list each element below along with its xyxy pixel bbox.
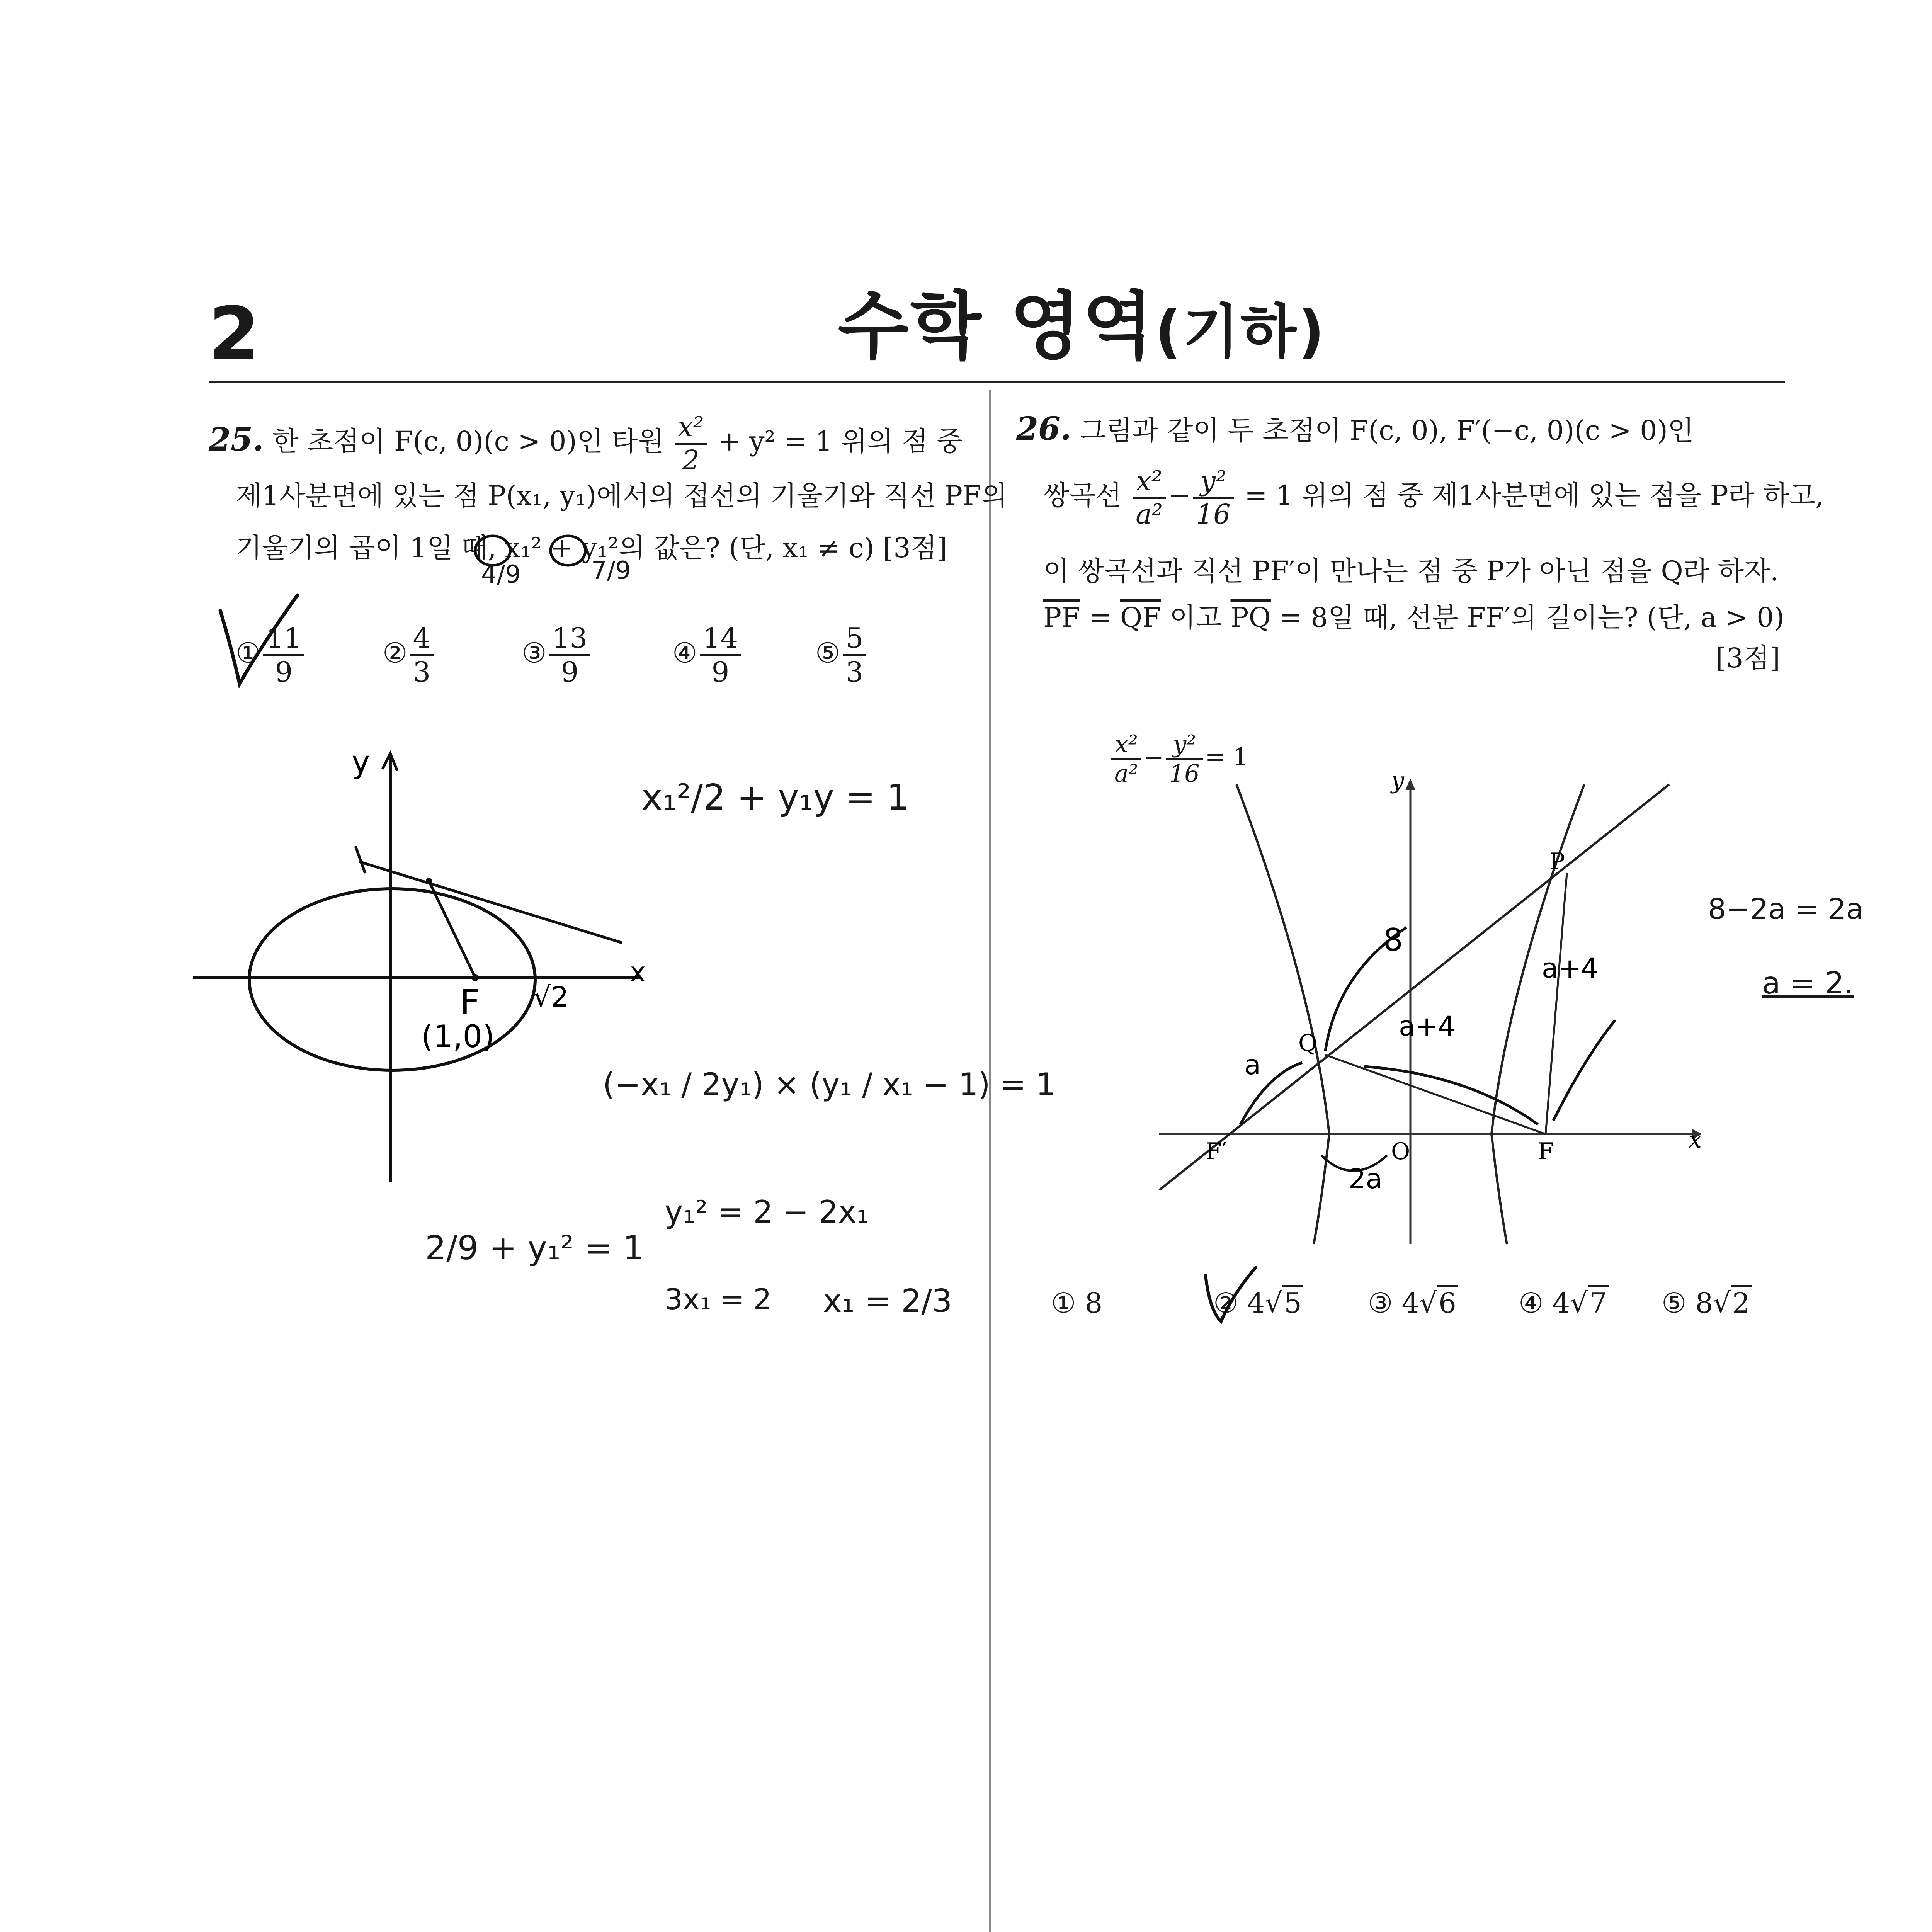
q25-label-focus-coord: (1,0)	[421, 1019, 495, 1054]
choice-den: 9	[275, 655, 293, 688]
q26-left-branch	[1236, 784, 1329, 1244]
q26-text-2a: 쌍곡선	[1043, 480, 1122, 511]
q26-hw-2a: 2a	[1349, 1163, 1383, 1195]
choice-mark: ①	[1051, 1287, 1076, 1319]
page-title	[638, 286, 1526, 367]
q26-end: = 8일 때, 선분 FF′의 길이는? (단, a > 0)	[1271, 602, 1784, 633]
q25-hw-eq3: 2/9 + y₁² = 1	[425, 1229, 644, 1267]
q25-hw-above1: 4/9	[481, 560, 521, 589]
choice-radicand: 6	[1437, 1285, 1458, 1319]
choice-text: 4	[1552, 1287, 1570, 1319]
q26-choice-1[interactable]	[1051, 1287, 1102, 1319]
q25-fraction	[675, 412, 707, 476]
q25-text-a: 한 초점이 F(c, 0)(c > 0)인 타원	[272, 425, 664, 457]
q26-line3: 이 쌍곡선과 직선 PF′이 만나는 점 중 P가 아닌 점을 Q라 하자.	[1043, 555, 1779, 587]
choice-mark: ⑤	[815, 636, 840, 669]
q26-hw-side2: a = 2.	[1762, 966, 1854, 1001]
q25-line2: 제1사분면에 있는 점 P(x₁, y₁)에서의 접선의 기울기와 직선 PF의	[236, 480, 1008, 512]
choice-text: 4	[1401, 1287, 1420, 1319]
q25-hw-eq1: x₁²/2 + y₁y = 1	[641, 777, 910, 818]
q26-hw-pq: 8	[1383, 922, 1403, 958]
q26-seg-pq: $\overline{PQ}$	[1230, 602, 1271, 633]
q25-label-x: x	[630, 956, 646, 988]
q26-label-p: P	[1549, 848, 1565, 875]
q26-hyperbola-figure	[1121, 757, 1777, 1267]
choice-text: 8	[1695, 1287, 1713, 1319]
q26-choice-2[interactable]: ② 4√5	[1213, 1287, 1303, 1319]
q26-mid: 이고	[1161, 602, 1231, 633]
q25-frac-num: x²	[675, 412, 707, 445]
q26-frac2-num: y²	[1193, 466, 1234, 499]
q26-hw-pf: a+4	[1542, 952, 1599, 984]
header-divider	[209, 381, 1785, 383]
q26-hw-a: a	[1244, 1049, 1261, 1081]
q26-choices	[1051, 1287, 1785, 1329]
q26-score: [3점]	[1716, 642, 1780, 674]
fig-eq-minus: −	[1143, 742, 1164, 771]
q25-checkmark-icon	[209, 587, 325, 696]
choice-den: 3	[413, 655, 431, 688]
column-divider	[989, 390, 991, 1932]
q25-choice-2[interactable]	[383, 622, 436, 688]
q25-choice-3[interactable]	[522, 622, 593, 688]
choice-num: 5	[843, 622, 867, 656]
title-main: 수학 영역	[838, 284, 1155, 369]
choice-num: 14	[700, 622, 742, 656]
q26-line-pf2	[1159, 784, 1669, 1190]
q26-frac1-num: x²	[1133, 466, 1166, 499]
choice-num: 13	[549, 622, 591, 656]
q25-label-y: y	[352, 744, 370, 780]
choice-mark: ④	[672, 636, 697, 669]
title-sub: (기하)	[1155, 298, 1326, 366]
fig-eq-den2: 16	[1169, 759, 1200, 788]
choice-mark: ③	[1368, 1287, 1393, 1319]
q25-line1	[209, 412, 963, 476]
page-number: 2	[209, 291, 260, 377]
choice-text: 4	[1247, 1287, 1265, 1319]
q26-right-branch	[1492, 784, 1584, 1244]
q26-segment-pf	[1546, 873, 1567, 1134]
q26-hw-side1: 8−2a = 2a	[1708, 893, 1864, 926]
choice-num: 11	[263, 622, 305, 656]
q25-number: 25.	[209, 421, 264, 458]
q25-hw-above2: 7/9	[591, 556, 631, 585]
q26-label-y: y	[1391, 767, 1404, 794]
q26-text-2b: = 1 위의 점 중 제1사분면에 있는 점을 P라 하고,	[1244, 480, 1824, 511]
choice-radicand: 5	[1282, 1285, 1303, 1319]
q26-label-q: Q	[1298, 1030, 1318, 1057]
q26-frac2-den: 16	[1196, 498, 1231, 530]
choice-den: 9	[711, 655, 730, 688]
q25-frac-den: 2	[682, 444, 700, 476]
choice-mark: ②	[1213, 1287, 1238, 1319]
q25-label-vertex: √2	[533, 981, 569, 1013]
q26-frac2	[1193, 466, 1234, 530]
q26-line1	[1016, 412, 1694, 446]
q25-hw-eq6: x₁ = 2/3	[823, 1283, 952, 1320]
q26-seg-pf: $\overline{PF}$	[1043, 602, 1080, 633]
q25-text-b: + y² = 1 위의 점 중	[718, 425, 963, 457]
choice-num: 4	[410, 622, 434, 656]
q26-line2	[1043, 466, 1824, 530]
q26-frac1-den: a²	[1136, 498, 1163, 530]
fig-eq-rhs: = 1	[1205, 742, 1248, 771]
q26-seg-qf: $\overline{QF}$	[1120, 602, 1161, 633]
fig-eq-num2: y²	[1166, 730, 1203, 760]
q25-hw-eq2-right: (y₁ / x₁ − 1) = 1	[809, 1066, 1056, 1102]
q25-choices	[236, 622, 931, 699]
fig-eq-den1: a²	[1114, 759, 1138, 788]
q26-text-1: 그림과 같이 두 초점이 F(c, 0), F′(−c, 0)(c > 0)인	[1080, 415, 1694, 446]
choice-den: 9	[561, 655, 579, 688]
fig-eq-num1: x²	[1111, 730, 1141, 760]
choice-mark: ②	[383, 636, 408, 669]
q25-ellipse-figure	[185, 726, 707, 1221]
q26-frac1	[1133, 466, 1166, 530]
q25-hw-eq2	[603, 1066, 1056, 1102]
q25-line3: 기울기의 곱이 1일 때, x₁² + y₁²의 값은? (단, x₁ ≠ c) [3점]	[236, 532, 947, 564]
choice-radicand: 7	[1588, 1285, 1609, 1319]
q25-choice-4[interactable]	[672, 622, 743, 688]
q26-label-f2: F′	[1206, 1138, 1227, 1165]
q26-hw-qf: a+4	[1399, 1010, 1456, 1042]
q26-checkmark-icon	[1198, 1252, 1267, 1329]
choice-mark: ⑤	[1662, 1287, 1687, 1319]
q26-choice-4[interactable]: ④ 4√7	[1519, 1287, 1609, 1319]
q26-line4	[1043, 603, 1784, 633]
choice-mark: ④	[1519, 1287, 1544, 1319]
q26-eq: =	[1080, 602, 1120, 633]
q26-choice-5[interactable]: ⑤ 8√2	[1662, 1287, 1752, 1319]
choice-radicand: 2	[1731, 1285, 1752, 1319]
q25-hw-eq5: 3x₁ = 2	[665, 1283, 772, 1316]
q25-hw-eq2-times: ×	[774, 1066, 800, 1102]
choice-mark: ③	[522, 636, 547, 669]
q26-choice-3[interactable]: ③ 4√6	[1368, 1287, 1458, 1319]
choice-den: 3	[845, 655, 864, 688]
q26-label-f: F	[1538, 1138, 1554, 1165]
q26-segment-qf	[1325, 1055, 1546, 1134]
choice-text: 8	[1085, 1287, 1103, 1319]
choice-mark: ①	[236, 636, 261, 669]
q25-choice-5[interactable]	[815, 622, 869, 688]
q26-number: 26.	[1016, 410, 1071, 447]
q25-tangent-line	[359, 862, 622, 943]
q25-label-f: F	[460, 982, 480, 1023]
q26-label-x: x	[1689, 1126, 1702, 1153]
q26-label-o: O	[1391, 1138, 1410, 1165]
q25-hw-eq2-left: (−x₁ / 2y₁)	[603, 1066, 764, 1102]
q25-hw-eq4: y₁² = 2 − 2x₁	[665, 1194, 869, 1230]
q26-minus: −	[1168, 480, 1191, 511]
